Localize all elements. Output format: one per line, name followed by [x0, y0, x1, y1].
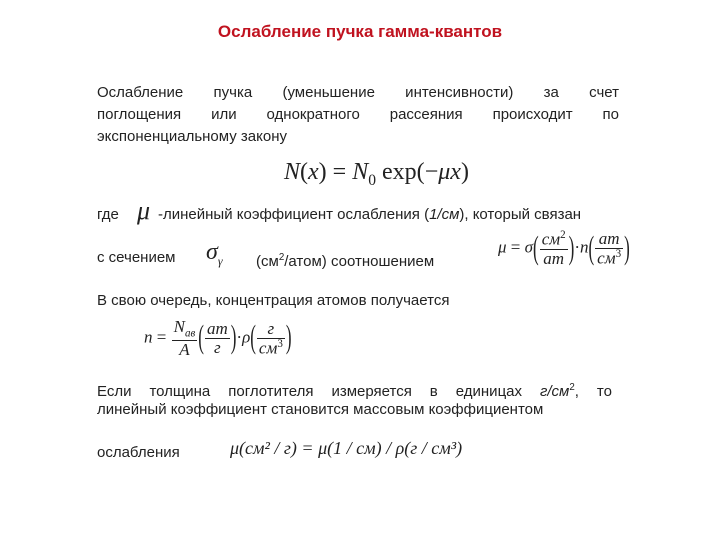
- cross-section-units-text: $(см^2/атом)$ соотношением: [256, 252, 435, 270]
- sigma-gamma-symbol: $\sigma_\gamma$: [206, 239, 223, 268]
- linear-coefficient-text: -линейный коэффициент ослабления (1/см), который связан: [158, 206, 582, 223]
- intro-line-3: экспоненциальному закону: [97, 128, 287, 145]
- mu-symbol: μ: [137, 196, 151, 225]
- mu-relation-formula: μ = σ( $\frac{см^2}{ат}$ )·n( $\frac{ат}{см^3}$ ): [498, 229, 630, 268]
- cross-section-prefix: с сечением: [97, 249, 176, 266]
- intro-line-2: поглощения или однократного рассеяния происходит по: [97, 106, 619, 123]
- concentration-formula: n = $\frac{N_{ав}}{A}$ ( $\frac{ат}{г}$ )·ρ( $\frac{г}{см^3}$ ): [144, 317, 292, 359]
- where-prefix: где: [97, 206, 119, 223]
- exponential-law-formula: $N(x) = N_0$ exp(−μx): [284, 159, 469, 189]
- intro-line-1: Ослабление пучка (уменьшение интенсивности) за счет: [97, 84, 619, 101]
- slide-title: Ослабление пучка гамма-квантов: [217, 22, 503, 41]
- thickness-line-3: ослабления: [97, 444, 180, 461]
- mass-coefficient-formula: μ(см² / г) = μ(1 / см) / ρ(г / см³): [230, 438, 463, 458]
- concentration-text: В свою очередь, концентрация атомов получается: [97, 292, 450, 309]
- thickness-line-1: Если толщина поглотителя измеряется в единицах $г/см^2$, то: [97, 382, 612, 400]
- thickness-line-2: линейный коэффициент становится массовым коэффициентом: [97, 401, 544, 418]
